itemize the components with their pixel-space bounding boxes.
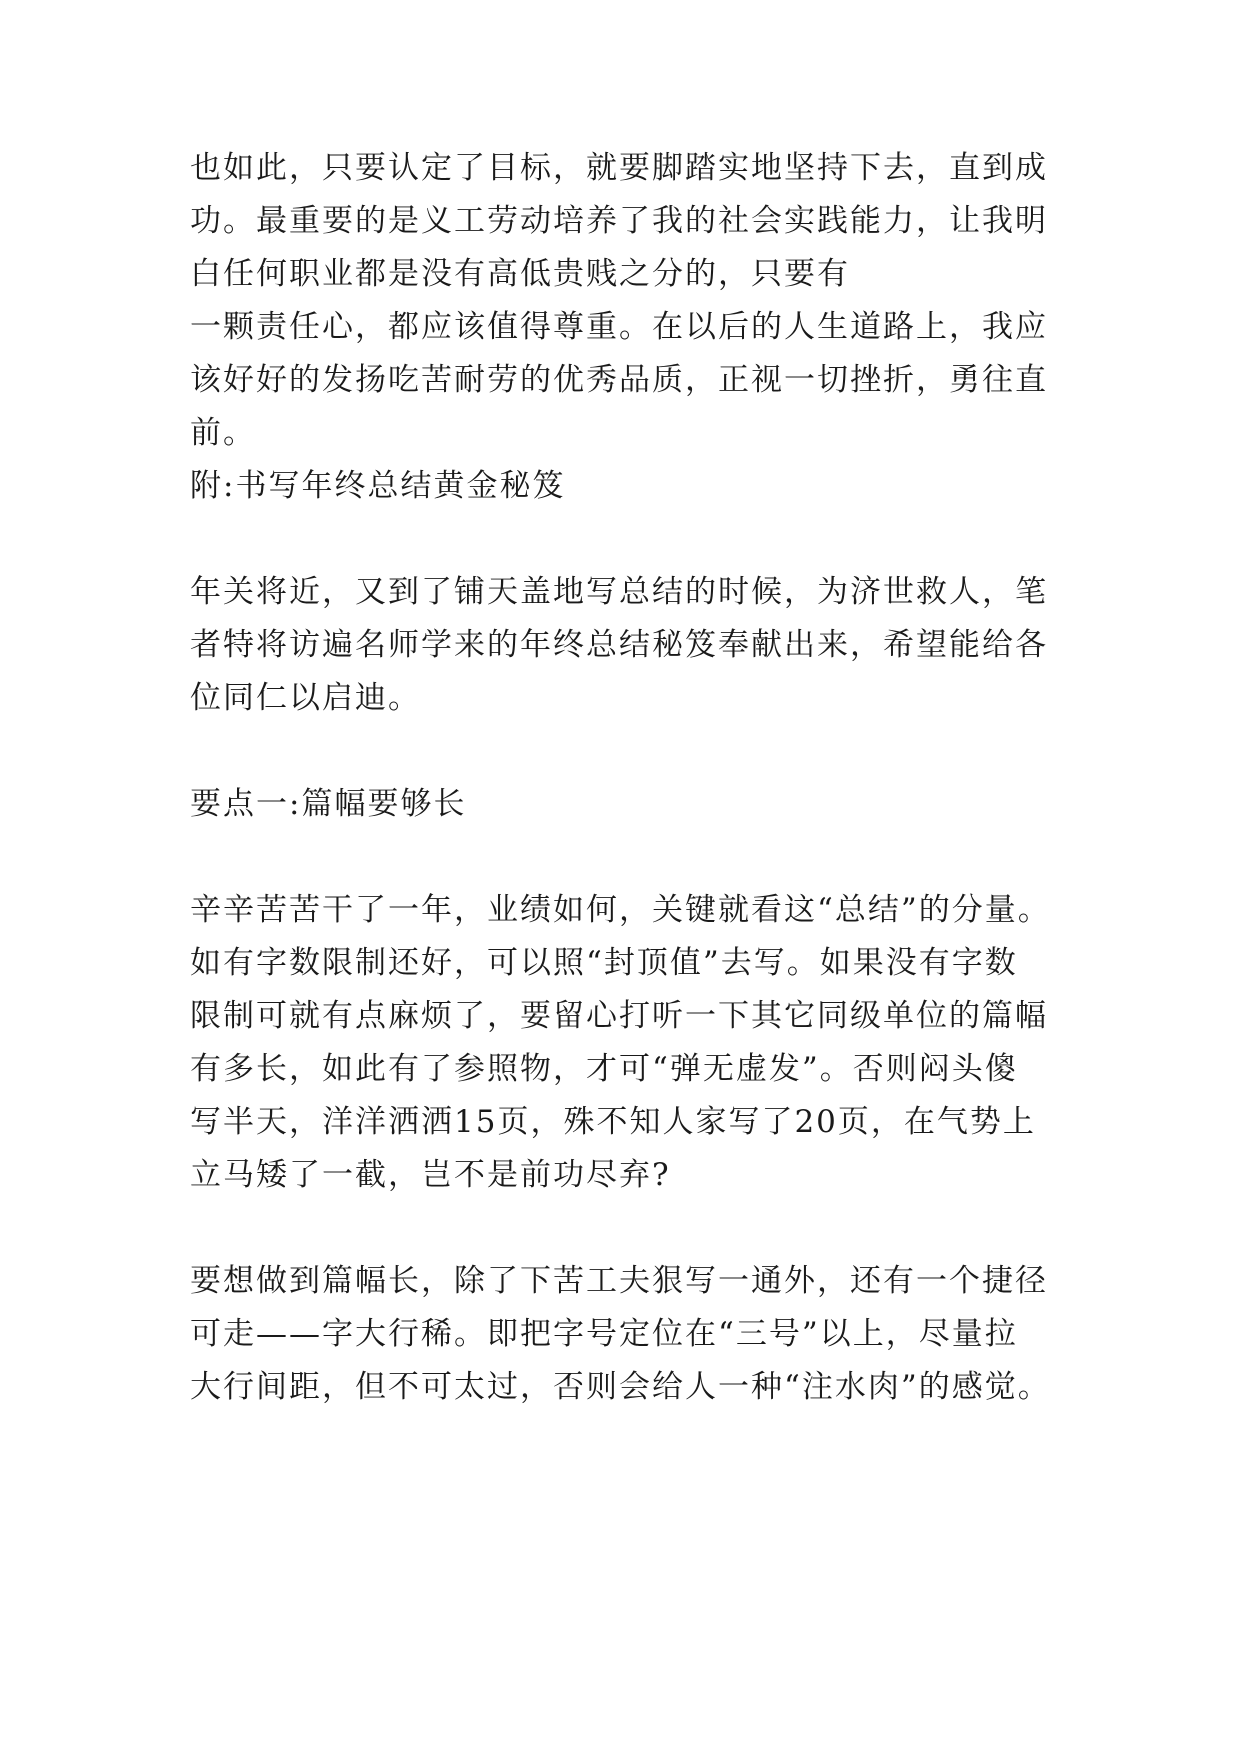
paragraph-line: 前。 [190,415,256,451]
paragraph-line: 立马矮了一截，岂不是前功尽弃? [190,1157,671,1193]
paragraph-line: 有多长，如此有了参照物，才可“弹无虚发”。否则闷头傻 [190,1051,1018,1087]
section-heading: 要点一:篇幅要够长 [190,786,467,822]
paragraph-line: 功。最重要的是义工劳动培养了我的社会实践能力，让我明 [190,203,1048,239]
paragraph-line: 如有字数限制还好，可以照“封顶值”去写。如果没有字数 [190,945,1018,981]
paragraph-line: 一颗责任心，都应该值得尊重。在以后的人生道路上，我应 [190,309,1048,345]
paragraph-line: 辛辛苦苦干了一年，业绩如何，关键就看这“总结”的分量。 [190,892,1051,928]
paragraph-line: 写半天，洋洋洒洒15页，殊不知人家写了20页，在气势上 [190,1104,1036,1140]
paragraph-line: 也如此，只要认定了目标，就要脚踏实地坚持下去，直到成 [190,150,1048,186]
paragraph-line: 要想做到篇幅长，除了下苦工夫狠写一通外，还有一个捷径 [190,1263,1048,1299]
paragraph-line: 该好好的发扬吃苦耐劳的优秀品质，正视一切挫折，勇往直 [190,362,1048,398]
paragraph-line: 限制可就有点麻烦了，要留心打听一下其它同级单位的篇幅 [190,998,1048,1034]
paragraph-line: 年关将近，又到了铺天盖地写总结的时候，为济世救人，笔 [190,574,1048,610]
paragraph-line: 者特将访遍名师学来的年终总结秘笈奉献出来，希望能给各 [190,627,1048,663]
paragraph-line: 大行间距，但不可太过，否则会给人一种“注水肉”的感觉。 [190,1369,1051,1405]
paragraph-line: 位同仁以启迪。 [190,680,421,716]
paragraph-line: 白任何职业都是没有高低贵贱之分的，只要有 [190,256,850,292]
paragraph-line: 可走——字大行稀。即把字号定位在“三号”以上，尽量拉 [190,1316,1018,1352]
section-heading: 附:书写年终总结黄金秘笈 [190,468,566,504]
